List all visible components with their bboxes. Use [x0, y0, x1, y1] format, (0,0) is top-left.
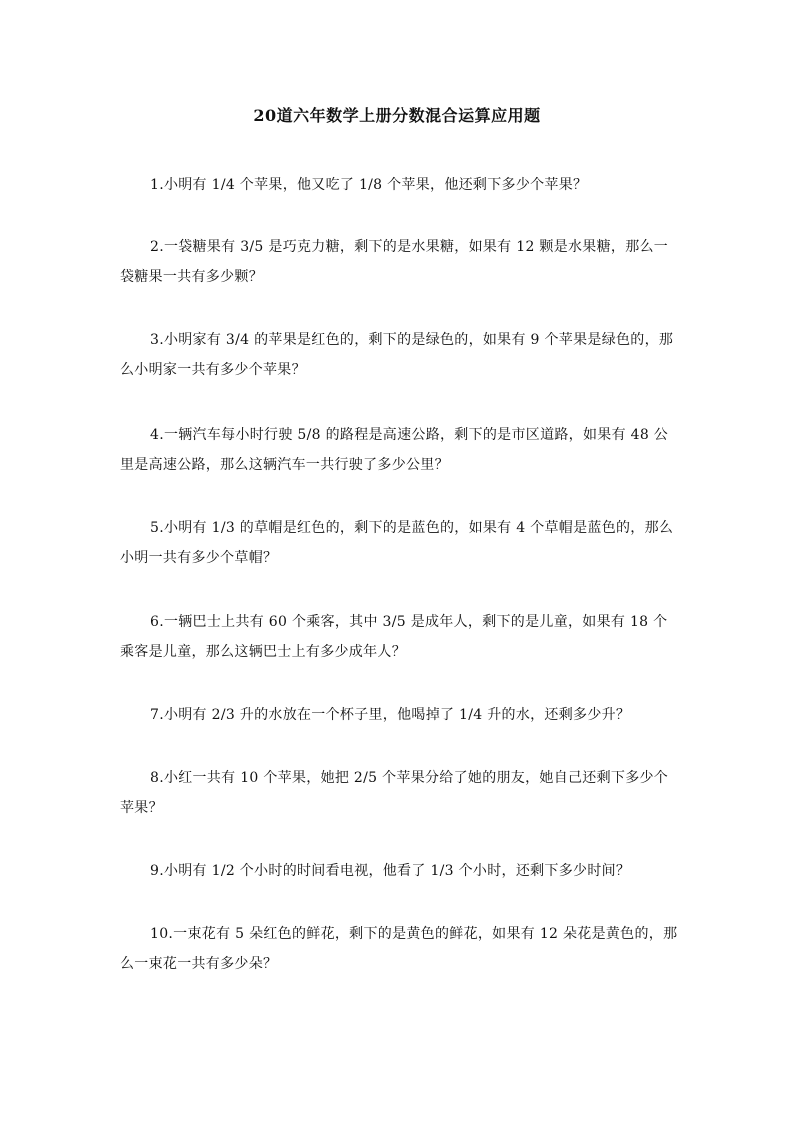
question-10: 10.一束花有 5 朵红色的鲜花，剩下的是黄色的鲜花，如果有 12 朵花是黄色的，那么一束花一共有多少朵？: [120, 926, 678, 972]
question-9: 9.小明有 1/2 个小时的时间看电视，他看了 1/3 个小时，还剩下多少时间？: [150, 863, 631, 879]
question-1: 1.小明有 1/4 个苹果，他又吃了 1/8 个苹果，他还剩下多少个苹果？: [150, 177, 588, 193]
document-title: 20道六年数学上册分数混合运算应用题: [253, 106, 541, 125]
question-5: 5.小明有 1/3 的草帽是红色的，剩下的是蓝色的，如果有 4 个草帽是蓝色的，那么小明一共有多少个草帽？: [120, 520, 674, 566]
question-8: 8.小红一共有 10 个苹果，她把 2/5 个苹果分给了她的朋友，她自己还剩下多少个苹果？: [120, 770, 669, 816]
question-6: 6.一辆巴士上共有 60 个乘客，其中 3/5 是成年人，剩下的是儿童，如果有 18 个乘客是儿童，那么这辆巴士上有多少成年人？: [120, 614, 668, 660]
question-4: 4.一辆汽车每小时行驶 5/8 的路程是高速公路，剩下的是市区道路，如果有 48 公里是高速公路，那么这辆汽车一共行驶了多少公里？: [120, 427, 669, 473]
question-7: 7.小明有 2/3 升的水放在一个杯子里，他喝掉了 1/4 升的水，还剩多少升？: [150, 707, 631, 723]
question-2: 2.一袋糖果有 3/5 是巧克力糖，剩下的是水果糖，如果有 12 颗是水果糖，那么一袋糖果一共有多少颗？: [120, 239, 669, 285]
question-3: 3.小明家有 3/4 的苹果是红色的，剩下的是绿色的，如果有 9 个苹果是绿色的，那么小明家一共有多少个苹果？: [120, 332, 674, 378]
